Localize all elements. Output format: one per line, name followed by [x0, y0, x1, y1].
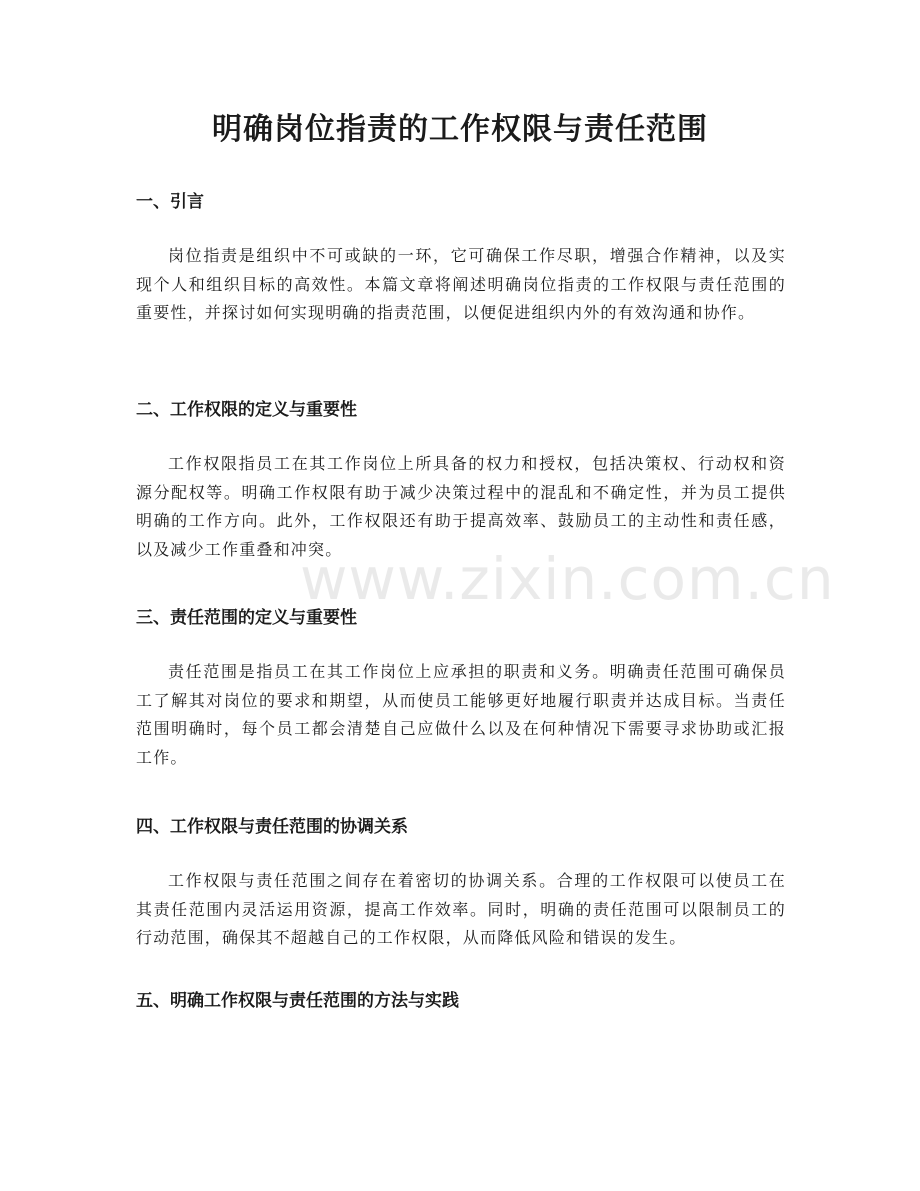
section-heading: 三、责任范围的定义与重要性: [136, 608, 357, 628]
section-paragraph: 工作权限与责任范围之间存在着密切的协调关系。合理的工作权限可以使员工在其责任范围内灵活运用资源，提高工作效率。同时，明确的责任范围可以限制员工的行动范围，确保其不超越自己的工作权限，从而降低风险和错误的发生。: [136, 871, 786, 948]
section-heading: 五、明确工作权限与责任范围的方法与实践: [136, 991, 459, 1011]
section-methods-practice: [136, 989, 786, 1013]
document-title: 明确岗位指责的工作权限与责任范围: [212, 112, 708, 147]
section-paragraph: 责任范围是指员工在其工作岗位上应承担的职责和义务。明确责任范围可确保员工了解其对岗位的要求和期望，从而使员工能够更好地履行职责并达成目标。当责任范围明确时，每个员工都会清楚自己应做什么以及在何种情况下需要寻求协助或汇报工作。: [136, 662, 786, 767]
section-paragraph: 工作权限指员工在其工作岗位上所具备的权力和授权，包括决策权、行动权和资源分配权等。明确工作权限有助于减少决策过程中的混乱和不确定性，并为员工提供明确的工作方向。此外，工作权限还有助于提高效率、鼓励员工的主动性和责任感，以及减少工作重叠和冲突。: [136, 454, 786, 559]
section-introduction: [136, 190, 786, 328]
section-heading: 一、引言: [136, 192, 204, 212]
section-work-authority: [136, 398, 786, 564]
section-responsibility-scope: [136, 606, 786, 772]
section-coordination: [136, 815, 786, 953]
section-paragraph: 岗位指责是组织中不可或缺的一环，它可确保工作尽职，增强合作精神，以及实现个人和组织目标的高效性。本篇文章将阐述明确岗位指责的工作权限与责任范围的重要性，并探讨如何实现明确的指责范围，以便促进组织内外的有效沟通和协作。: [136, 246, 786, 323]
section-heading: 二、工作权限的定义与重要性: [136, 400, 357, 420]
watermark: www.zixin.com.cn: [300, 545, 835, 613]
section-heading: 四、工作权限与责任范围的协调关系: [136, 817, 408, 837]
